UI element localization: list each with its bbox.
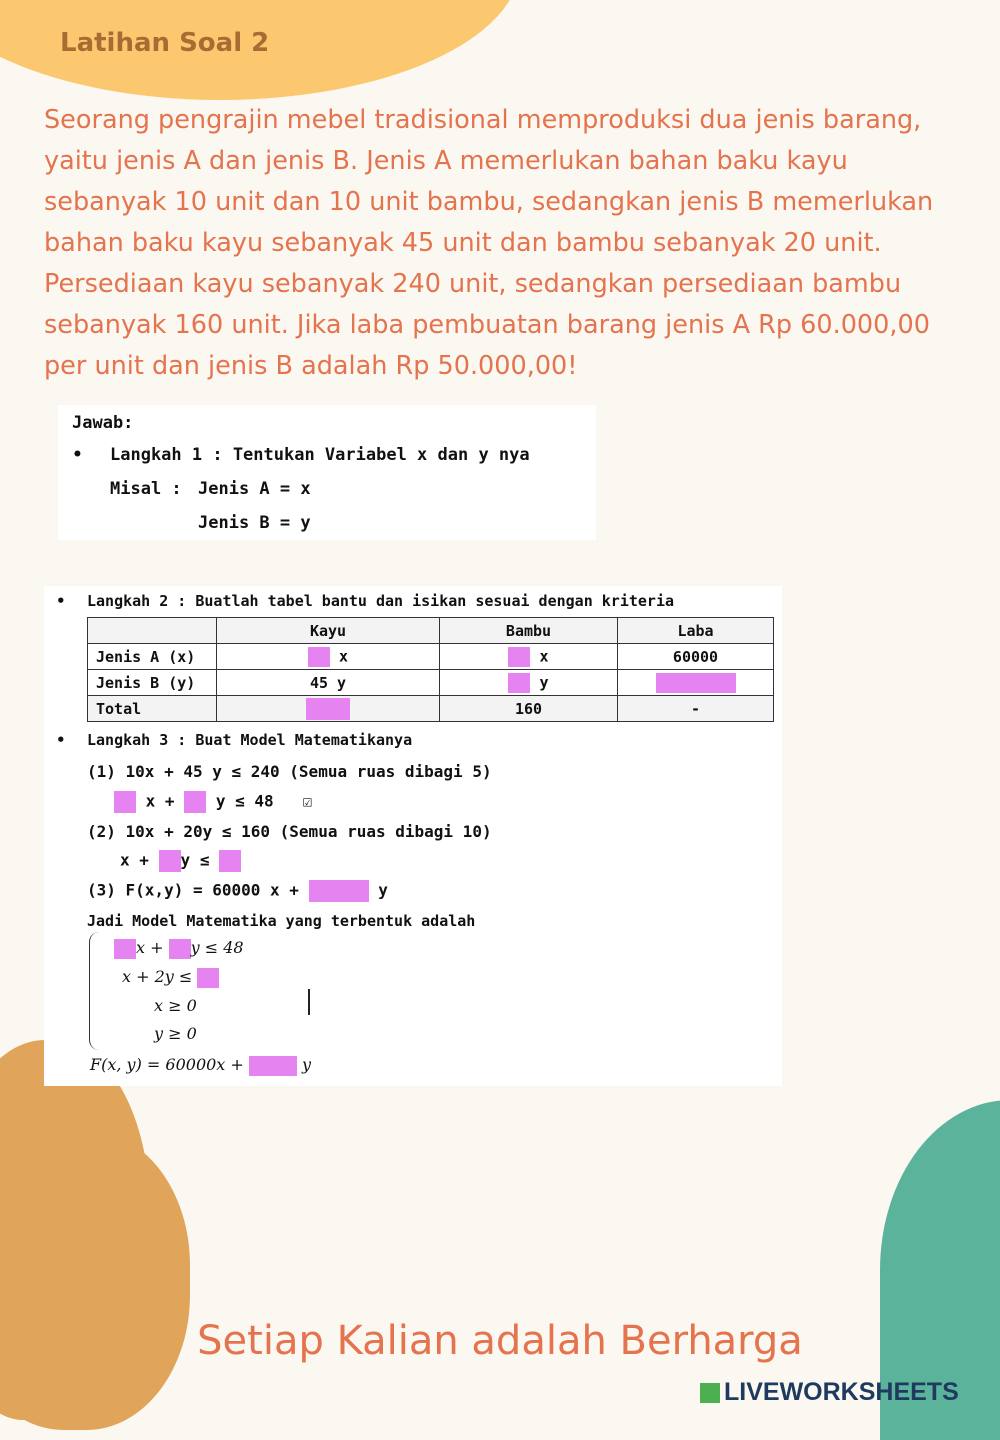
table-row <box>88 696 774 722</box>
table-cell: 45 y <box>217 670 440 696</box>
table-row <box>88 670 774 696</box>
cell-text: y <box>539 673 549 691</box>
header-cell: Bambu <box>440 618 618 644</box>
table-cell <box>440 644 618 670</box>
answer-blank[interactable] <box>508 673 530 693</box>
eq-text: y <box>302 1055 312 1074</box>
equation-3 <box>87 880 388 902</box>
step1-panel <box>58 405 596 540</box>
misal-label: Misal : <box>110 479 182 499</box>
answer-blank[interactable] <box>114 939 136 959</box>
answer-blank[interactable] <box>114 791 136 813</box>
table-cell <box>618 670 774 696</box>
eq-text: F(x, y) = 60000x + <box>90 1055 244 1074</box>
page-title: Latihan Soal 2 <box>60 28 270 58</box>
answer-blank[interactable] <box>169 939 191 959</box>
answer-blank[interactable] <box>249 1056 297 1076</box>
problem-paragraph: Seorang pengrajin mebel tradisional memproduksi dua jenis barang, yaitu jenis A dan jenis B. Jenis A memerlukan bahan baku kayu sebanyak 10 unit dan 10 unit bambu, sedangkan jenis B memerlukan bahan baku kayu sebanyak 45 unit dan bambu sebanyak 20 unit. Persediaan kayu sebanyak 240 unit, sedangkan persediaan bambu sebanyak 160 unit. Jika laba pembuatan barang jenis A Rp 60.000,00 per unit dan jenis B adalah Rp 50.000,00! <box>44 105 934 381</box>
watermark <box>700 1378 959 1407</box>
step2-3-panel <box>44 586 782 1086</box>
footer-text: Setiap Kalian adalah Berharga <box>197 1318 803 1364</box>
answer-blank[interactable] <box>184 791 206 813</box>
step3-bullet: • <box>56 731 66 749</box>
answer-blank[interactable] <box>219 850 241 872</box>
cell-text: x <box>339 647 349 665</box>
table-row <box>88 644 774 670</box>
answer-blank[interactable] <box>508 647 530 667</box>
text-cursor <box>308 989 310 1015</box>
answer-blank[interactable] <box>309 880 369 902</box>
header-cell: Laba <box>618 618 774 644</box>
eq-text: y <box>378 880 388 900</box>
header-cell <box>88 618 217 644</box>
equation-1: (1) 10x + 45 y ≤ 240 (Semua ruas dibagi 5) <box>87 762 492 781</box>
model-line-1 <box>114 938 244 959</box>
cell-text: x <box>539 647 549 665</box>
step1-label: Langkah 1 : Tentukan Variabel x dan y nya <box>110 445 530 465</box>
answer-blank[interactable] <box>197 968 219 988</box>
step1-bullet: • <box>72 445 83 465</box>
problem-text <box>44 100 974 387</box>
table-cell: - <box>618 696 774 722</box>
table-cell: 60000 <box>618 644 774 670</box>
table-header-row <box>88 618 774 644</box>
model-title: Jadi Model Matematika yang terbentuk adalah <box>87 912 476 930</box>
row-label: Jenis A (x) <box>88 644 217 670</box>
model-line-2 <box>122 967 219 988</box>
step3-label: Langkah 3 : Buat Model Matematikanya <box>87 731 413 749</box>
helper-table <box>87 617 774 722</box>
table-cell <box>440 670 618 696</box>
eq-text: x + 2y ≤ <box>122 967 193 986</box>
eq-text: y ≤ <box>180 850 210 870</box>
check-icon[interactable]: ☑ <box>302 791 313 811</box>
eq-text: x + <box>136 938 164 957</box>
eq-text: y ≤ 48 <box>215 791 274 811</box>
step2-label: Langkah 2 : Buatlah tabel bantu dan isikan sesuai dengan kriteria <box>87 592 674 610</box>
liveworksheets-logo-icon <box>700 1383 720 1403</box>
answer-blank[interactable] <box>308 647 330 667</box>
row-label: Jenis B (y) <box>88 670 217 696</box>
eq-text: x + <box>120 850 149 870</box>
eq-text: (3) F(x,y) = 60000 x + <box>87 880 299 900</box>
variable-a: Jenis A = x <box>198 479 311 499</box>
eq-text: x + <box>145 791 175 811</box>
row-label: Total <box>88 696 217 722</box>
header-cell: Kayu <box>217 618 440 644</box>
jawab-label: Jawab: <box>72 413 134 433</box>
model-line-3: x ≥ 0 <box>154 996 197 1015</box>
table-cell <box>217 696 440 722</box>
equation-2: (2) 10x + 20y ≤ 160 (Semua ruas dibagi 10) <box>87 822 492 841</box>
answer-blank[interactable] <box>306 698 350 720</box>
equation-1-simplified <box>114 791 312 813</box>
eq-text: y ≤ 48 <box>190 938 244 957</box>
table-cell: 160 <box>440 696 618 722</box>
table-cell <box>217 644 440 670</box>
decor-left-blob-lower <box>0 1130 190 1430</box>
watermark-text: LIVEWORKSHEETS <box>724 1378 959 1406</box>
variable-b: Jenis B = y <box>198 513 311 533</box>
step2-bullet: • <box>56 592 66 610</box>
answer-blank[interactable] <box>159 850 181 872</box>
system-brace <box>89 932 102 1050</box>
answer-blank[interactable] <box>656 673 736 693</box>
equation-2-simplified <box>120 850 241 872</box>
objective-function <box>90 1055 311 1076</box>
model-line-4: y ≥ 0 <box>154 1024 197 1043</box>
